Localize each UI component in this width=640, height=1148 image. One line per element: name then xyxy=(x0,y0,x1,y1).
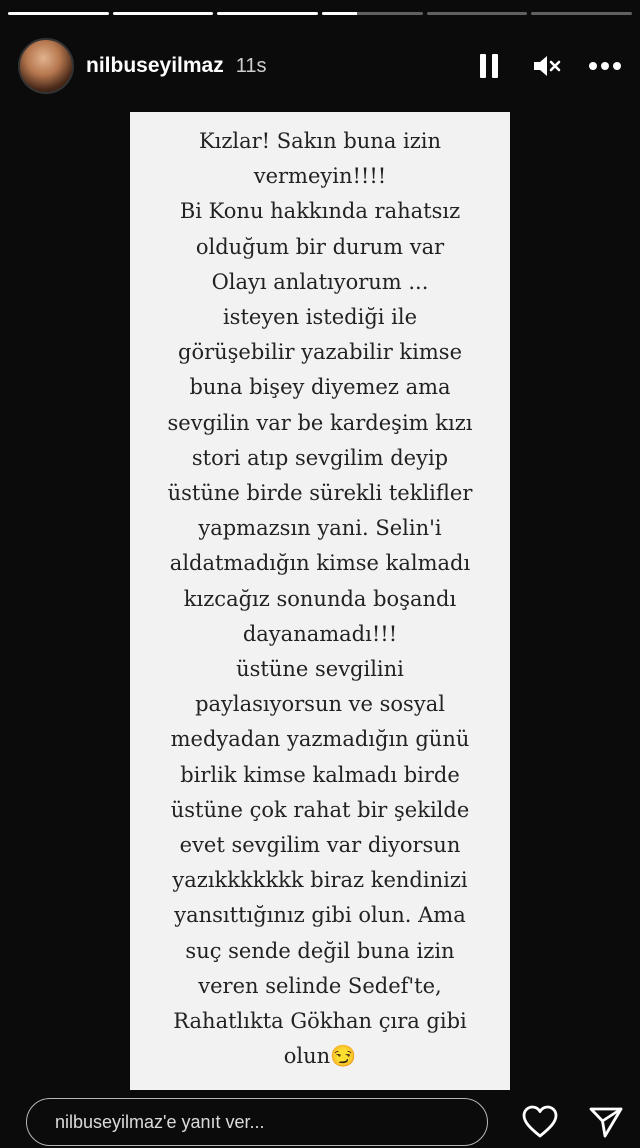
story-text-line: Rahatlıkta Gökhan çıra gibi xyxy=(173,1009,467,1034)
story-text-line: görüşebilir yazabilir kimse xyxy=(178,340,462,365)
story-text-line: isteyen istediği ile xyxy=(222,305,418,330)
heart-icon[interactable] xyxy=(518,1100,562,1144)
story-text-line: Kızlar! Sakın buna izin xyxy=(198,129,442,153)
story-text-line: paylasıyorsun ve sosyal xyxy=(195,692,445,717)
progress-fill xyxy=(217,12,318,15)
send-icon[interactable] xyxy=(584,1100,628,1144)
story-text-card xyxy=(130,112,510,1090)
story-text-line: stori atıp sevgilim deyip xyxy=(191,445,449,470)
progress-segment xyxy=(427,12,528,15)
progress-segment xyxy=(217,12,318,15)
username[interactable]: nilbuseyilmaz xyxy=(86,54,224,77)
story-text-line: birlik kimse kalmadı birde xyxy=(180,762,460,787)
story-text-line: sevgilin var be kardeşim kızı xyxy=(167,410,473,435)
story-text-line: üstüne birde sürekli teklifler xyxy=(167,481,473,506)
story-progress xyxy=(8,12,632,15)
story-controls xyxy=(472,49,622,83)
story-text-line: yazıkkkkkkk biraz kendinizi xyxy=(172,868,468,893)
story-text-line: aldatmadığın kimse kalmadı xyxy=(169,551,471,576)
progress-segment xyxy=(8,12,109,15)
more-icon[interactable] xyxy=(588,49,622,83)
story-text-line: dayanamadı!!! xyxy=(242,621,398,646)
story-text-line: yansıttığınız gibi olun. Ama xyxy=(174,903,466,928)
story-text-line: vermeyin!!!! xyxy=(253,164,387,189)
story-text-line: Bi Konu hakkında rahatsız xyxy=(179,199,461,224)
progress-segment xyxy=(322,12,423,15)
story-text-line: suç sende değil buna izin xyxy=(185,938,455,963)
story-text-line: medyadan yazmadığın günü xyxy=(170,727,470,752)
progress-fill xyxy=(322,12,357,15)
story-text-line: üstüne sevgilini xyxy=(236,657,404,682)
pause-icon[interactable] xyxy=(472,49,506,83)
avatar[interactable] xyxy=(18,38,74,94)
story-header xyxy=(18,36,622,96)
progress-segment xyxy=(531,12,632,15)
reply-placeholder: nilbuseyilmaz'e yanıt ver... xyxy=(55,1111,265,1132)
speaker-muted-icon[interactable] xyxy=(530,49,564,83)
story-text-line: evet sevgilim var diyorsun xyxy=(179,833,461,858)
story-text-line: kızcağız sonunda boşandı xyxy=(183,586,457,611)
progress-fill xyxy=(113,12,214,15)
reply-input[interactable] xyxy=(26,1098,488,1146)
story-text-line: yapmazsın yani. Selin'i xyxy=(198,516,442,541)
post-time: 11s xyxy=(235,54,267,77)
progress-fill xyxy=(8,12,109,15)
story-text-line: buna bişey diyemez ama xyxy=(189,375,451,400)
story-text-line: veren selinde Sedef'te, xyxy=(198,973,442,998)
story-text-line: Olayı anlatıyorum ... xyxy=(211,269,429,294)
story-text-line: olduğum bir durum var xyxy=(195,234,445,259)
story-text-line: üstüne çok rahat bir şekilde xyxy=(170,797,470,822)
story-text-line: olun😏 xyxy=(283,1044,357,1069)
progress-segment xyxy=(113,12,214,15)
